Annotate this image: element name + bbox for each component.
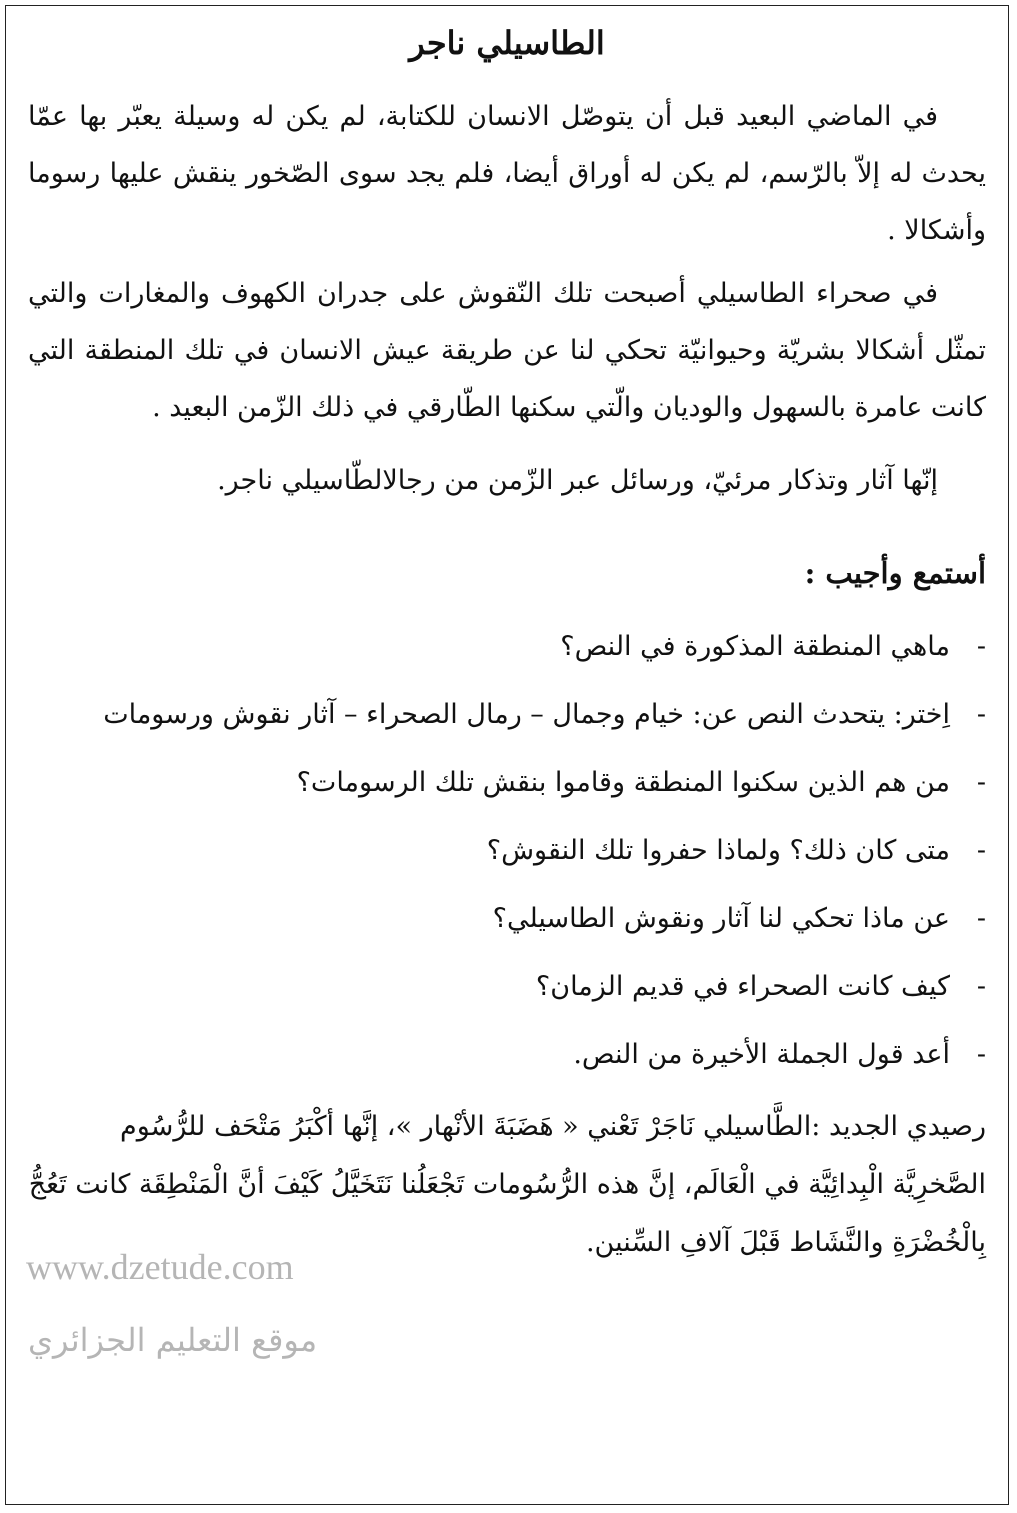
question-item	[24, 822, 986, 890]
paragraph-3: إنّها آثار وتذكار مرئيّ، ورسائل عبر الزّمن من رجالالطّاسيلي ناجر.	[217, 465, 938, 496]
bullet-dash: -	[976, 631, 986, 662]
paragraph-2: في صحراء الطاسيلي أصبحت تلك النّقوش على جدران الكهوف والمغارات والتي تمثّل أشكالا بشريّة وحيوانيّة تحكي لنا عن طريقة عيش الانسان في تلك المنطقة التي كانت عامرة بالسهول والوديان والّتي سكنها الطّارقي في ذلك الزّمن البعيد .	[28, 278, 986, 423]
bullet-dash: -	[976, 971, 986, 1002]
bullet-dash: -	[976, 767, 986, 798]
bullet-dash: -	[976, 699, 986, 730]
paragraph-1: في الماضي البعيد قبل أن يتوصّل الانسان للكتابة، لم يكن له وسيلة يعبّر بها عمّا يحدث له إلاّ بالرّسم، لم يكن له أوراق أيضا، فلم يجد سوى الصّخور ينقش عليها رسوما وأشكالا .	[28, 101, 986, 246]
bullet-dash: -	[976, 835, 986, 866]
question-item	[24, 754, 986, 822]
question-text: اِختر: يتحدث النص عن: خيام وجمال – رمال الصحراء – آثار نقوش ورسومات	[103, 699, 950, 730]
watermark-url: www.dzetude.com	[26, 1247, 294, 1287]
question-text: عن ماذا تحكي لنا آثار ونقوش الطاسيلي؟	[492, 903, 950, 934]
question-text: كيف كانت الصحراء في قديم الزمان؟	[535, 971, 950, 1002]
document-title: الطاسيلي ناجر	[409, 24, 605, 62]
page-frame	[5, 5, 1009, 1505]
question-item	[24, 890, 986, 958]
watermark-site-name: موقع التعليم الجزائري	[28, 1321, 318, 1359]
question-item	[24, 618, 986, 686]
new-vocabulary-paragraph: رصيدي الجديد :الطَّاسيلي نَاجَرْ تَعْني « هَضَبَةَ الأنْهار »، إنَّها أكْبَرُ مَتْحَف للرُّسُوم الصَّخرِيَّة الْبِدائِيَّة في الْعَالَم، إنَّ هذه الرُّسُومات تَجْعَلُنا نَتَخَيَّلُ كَيْفَ أنَّ الْمَنْطِقَة كانت تَعُجُّ بِالْخُضْرَةِ والنَّشَاط قَبْلَ آلافِ السِّنين.	[28, 1111, 986, 1258]
question-text: أعد قول الجملة الأخيرة من النص.	[573, 1039, 950, 1070]
question-text: متى كان ذلك؟ ولماذا حفروا تلك النقوش؟	[486, 835, 950, 866]
bullet-dash: -	[976, 903, 986, 934]
bullet-dash: -	[976, 1039, 986, 1070]
question-item	[24, 686, 986, 754]
question-item	[24, 1026, 986, 1094]
question-item	[24, 958, 986, 1026]
questions-list	[24, 618, 986, 1094]
question-text: ماهي المنطقة المذكورة في النص؟	[560, 631, 950, 662]
section-title: أستمع وأجيب :	[804, 556, 986, 590]
question-text: من هم الذين سكنوا المنطقة وقاموا بنقش تلك الرسومات؟	[296, 767, 950, 798]
